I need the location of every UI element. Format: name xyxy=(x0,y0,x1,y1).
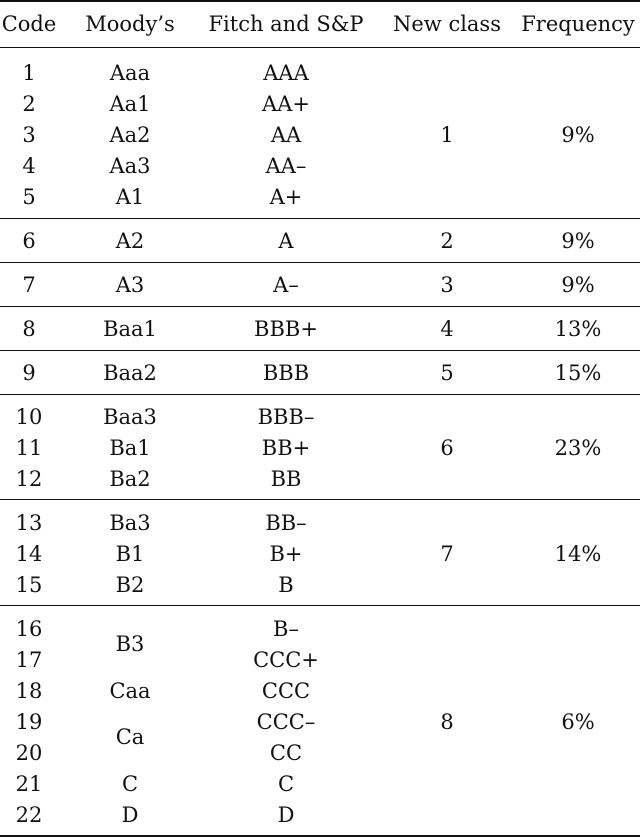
frequency-cell: 23% xyxy=(554,436,602,460)
code-cell: 19 xyxy=(15,710,43,734)
fitch-sp-cell: B xyxy=(278,573,294,597)
new-class-cell: 2 xyxy=(440,229,454,253)
moodys-cell: A3 xyxy=(115,273,145,297)
code-cell: 21 xyxy=(15,772,43,796)
new-class-cell: 8 xyxy=(440,710,454,734)
code-cell: 2 xyxy=(22,92,36,116)
code-cell: 7 xyxy=(22,273,36,297)
moodys-cell: A1 xyxy=(115,185,145,209)
moodys-cell: Aa1 xyxy=(109,92,151,116)
header-new-class: New class xyxy=(392,12,501,36)
moodys-cell: Baa2 xyxy=(103,361,157,385)
fitch-sp-cell: C xyxy=(277,772,295,796)
fitch-sp-cell: BB+ xyxy=(261,436,311,460)
fitch-sp-cell: AA xyxy=(270,123,302,147)
new-class-cell: 1 xyxy=(440,123,454,147)
code-cell: 22 xyxy=(15,803,43,827)
group-rule xyxy=(0,262,640,263)
code-cell: 14 xyxy=(15,542,43,566)
code-cell: 11 xyxy=(15,436,43,460)
moodys-cell: Ca xyxy=(115,725,145,749)
moodys-cell: D xyxy=(121,803,139,827)
code-cell: 5 xyxy=(22,185,36,209)
fitch-sp-cell: CCC– xyxy=(256,710,316,734)
code-cell: 16 xyxy=(15,617,43,641)
moodys-cell: Ba1 xyxy=(109,436,151,460)
header-rule xyxy=(0,47,640,48)
fitch-sp-cell: BB xyxy=(270,467,302,491)
code-cell: 1 xyxy=(22,61,36,85)
frequency-cell: 9% xyxy=(561,273,595,297)
moodys-cell: B1 xyxy=(115,542,145,566)
fitch-sp-cell: AAA xyxy=(263,61,309,85)
code-cell: 12 xyxy=(15,467,43,491)
fitch-sp-cell: CC xyxy=(269,741,303,765)
code-cell: 17 xyxy=(15,648,43,672)
frequency-cell: 9% xyxy=(561,229,595,253)
group-rule xyxy=(0,394,640,395)
fitch-sp-cell: A– xyxy=(273,273,299,297)
fitch-sp-cell: A+ xyxy=(269,185,303,209)
header-fitch-sp: Fitch and S&P xyxy=(208,12,364,36)
new-class-cell: 7 xyxy=(440,542,454,566)
moodys-cell: Aa2 xyxy=(109,123,151,147)
header-moodys: Moody’s xyxy=(85,12,175,36)
new-class-cell: 3 xyxy=(440,273,454,297)
fitch-sp-cell: BBB– xyxy=(257,405,315,429)
frequency-cell: 9% xyxy=(561,123,595,147)
fitch-sp-cell: B– xyxy=(273,617,299,641)
group-rule xyxy=(0,605,640,606)
moodys-cell: A2 xyxy=(115,229,145,253)
code-cell: 3 xyxy=(22,123,36,147)
frequency-cell: 15% xyxy=(554,361,602,385)
frequency-cell: 14% xyxy=(554,542,602,566)
frequency-cell: 13% xyxy=(554,317,602,341)
code-cell: 6 xyxy=(22,229,36,253)
new-class-cell: 4 xyxy=(440,317,454,341)
code-cell: 20 xyxy=(15,741,43,765)
code-cell: 4 xyxy=(22,154,36,178)
moodys-cell: Caa xyxy=(109,679,151,703)
group-rule xyxy=(0,306,640,307)
moodys-cell: C xyxy=(121,772,139,796)
header-frequency: Frequency xyxy=(521,12,635,36)
fitch-sp-cell: BBB xyxy=(262,361,310,385)
moodys-cell: Ba2 xyxy=(109,467,151,491)
new-class-cell: 6 xyxy=(440,436,454,460)
moodys-cell: Baa3 xyxy=(103,405,157,429)
code-cell: 13 xyxy=(15,511,43,535)
group-rule xyxy=(0,218,640,219)
code-cell: 18 xyxy=(15,679,43,703)
moodys-cell: Ba3 xyxy=(109,511,151,535)
code-cell: 9 xyxy=(22,361,36,385)
moodys-cell: Aa3 xyxy=(109,154,151,178)
new-class-cell: 5 xyxy=(440,361,454,385)
code-cell: 10 xyxy=(15,405,43,429)
bottom-rule xyxy=(0,835,640,837)
moodys-cell: B3 xyxy=(115,632,145,656)
fitch-sp-cell: AA– xyxy=(265,154,307,178)
moodys-cell: B2 xyxy=(115,573,145,597)
fitch-sp-cell: A xyxy=(278,229,294,253)
group-rule xyxy=(0,350,640,351)
top-rule xyxy=(0,0,640,2)
moodys-cell: Baa1 xyxy=(103,317,157,341)
moodys-cell: Aaa xyxy=(109,61,151,85)
fitch-sp-cell: B+ xyxy=(269,542,303,566)
fitch-sp-cell: D xyxy=(277,803,295,827)
fitch-sp-cell: CCC xyxy=(261,679,311,703)
code-cell: 8 xyxy=(22,317,36,341)
code-cell: 15 xyxy=(15,573,43,597)
group-rule xyxy=(0,499,640,500)
fitch-sp-cell: AA+ xyxy=(262,92,310,116)
header-code: Code xyxy=(1,12,57,36)
fitch-sp-cell: BB– xyxy=(265,511,307,535)
fitch-sp-cell: BBB+ xyxy=(254,317,318,341)
fitch-sp-cell: CCC+ xyxy=(253,648,319,672)
frequency-cell: 6% xyxy=(561,710,595,734)
